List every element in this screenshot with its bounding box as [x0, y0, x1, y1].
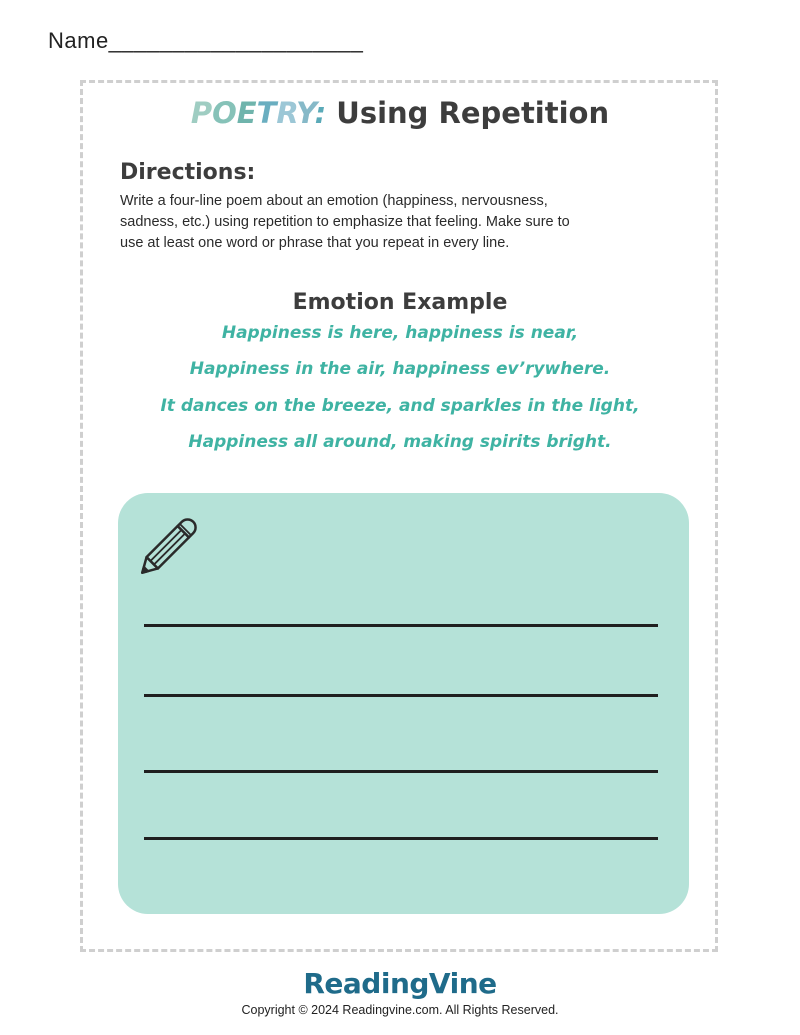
writing-line[interactable] [144, 837, 658, 840]
poem-line: Happiness in the air, happiness ev’rywhere. [189, 359, 611, 379]
title-letter: E [236, 96, 257, 130]
directions-text [120, 191, 680, 254]
example-heading: Emotion Example [292, 290, 508, 315]
copyright-text: Copyright © 2024 Readingvine.com. All Rights Reserved. [241, 1003, 559, 1017]
poem-line: Happiness is here, happiness is near, [221, 323, 579, 343]
poem-line: It dances on the breeze, and sparkles in the light, [160, 396, 640, 416]
poem-line: Happiness all around, making spirits bright. [188, 432, 612, 452]
writing-line[interactable] [144, 770, 658, 773]
readingvine-logo: ReadingVine [303, 967, 497, 1000]
writing-line[interactable] [144, 624, 658, 627]
title-letter: T [256, 96, 277, 130]
name-field[interactable]: Name____________________ [48, 28, 364, 53]
pencil-icon [134, 505, 210, 581]
directions-line: sadness, etc.) using repetition to emphasize that feeling. Make sure to [120, 214, 570, 230]
directions-line: use at least one word or phrase that you repeat in every line. [120, 235, 510, 251]
title-letter: O [212, 96, 237, 130]
directions-line: Write a four-line poem about an emotion (happiness, nervousness, [120, 193, 548, 209]
title-poetry [191, 96, 326, 130]
title-letter: Y [296, 96, 315, 130]
title-rest: Using Repetition [326, 96, 610, 130]
page-title [0, 96, 800, 130]
directions-heading: Directions: [120, 160, 256, 185]
title-letter: : [314, 96, 327, 130]
title-letter: R [276, 96, 297, 130]
title-letter: P [190, 96, 213, 130]
writing-line[interactable] [144, 694, 658, 697]
